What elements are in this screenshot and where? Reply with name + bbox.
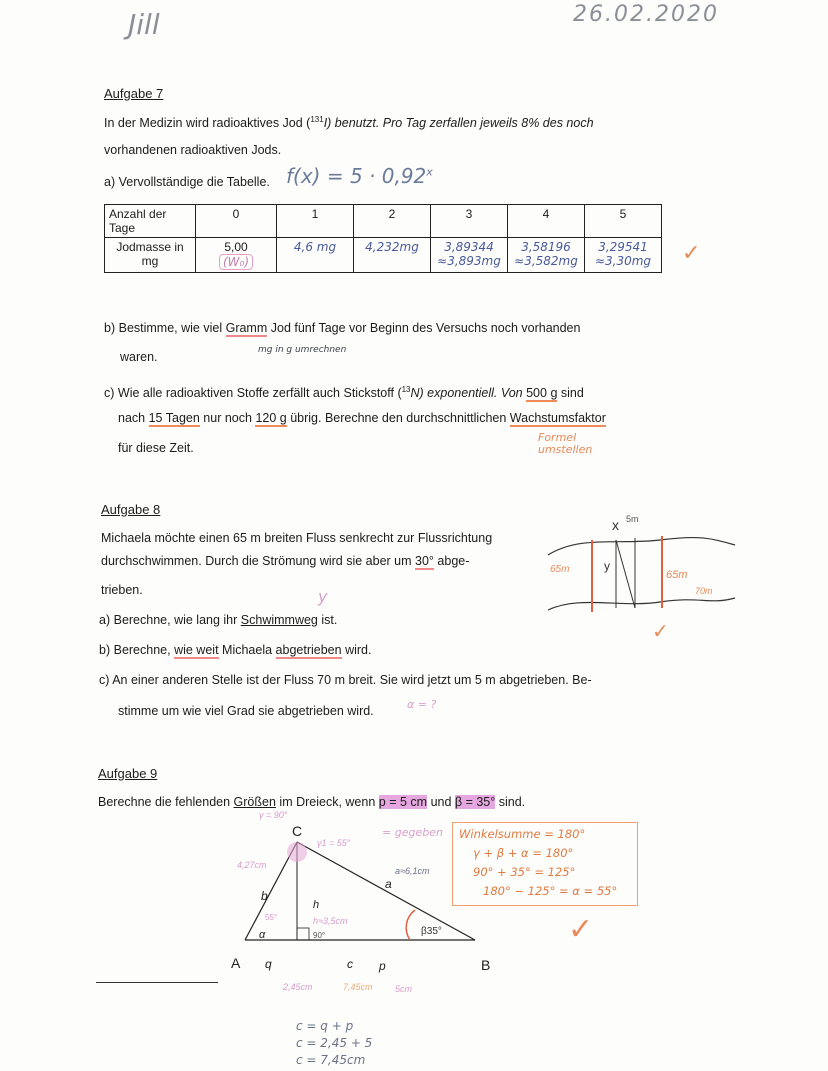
start-note: (W₀) (219, 254, 253, 270)
gamma1-note: γ1 = 55° (317, 838, 351, 848)
aufgabe9-text: Berechne die fehlenden Größen im Dreieck, wenn p = 5 cm und β = 35° sind. (98, 795, 526, 809)
sketch-y: y (604, 559, 610, 573)
a-note: y (318, 587, 328, 606)
right-angle-marker (297, 928, 309, 940)
day-cell: 4 (508, 205, 585, 238)
label-h: h (313, 899, 320, 911)
river-bank-bottom (548, 598, 735, 610)
gamma-note: γ = 90° (259, 810, 288, 820)
value: 3,29541 (598, 240, 648, 254)
c-note: α = ? (407, 698, 437, 711)
angle-sum-line: γ + β + α = 180° (473, 846, 574, 860)
start-value: 5,00 (224, 240, 248, 254)
value-cell (585, 238, 662, 273)
label-a: a (385, 877, 392, 891)
aufgabe7-heading: Aufgabe 7 (104, 86, 164, 101)
sketch-left-width: 65m (550, 564, 570, 575)
h-value: h≈3,5cm (313, 916, 348, 926)
angle-sum-line: Winkelsumme = 180° (459, 827, 586, 841)
day-cell: 2 (354, 205, 431, 238)
aufgabe7-c-line3: für diese Zeit. (118, 441, 194, 455)
value: 4,232mg (365, 240, 419, 254)
value-cell (277, 238, 354, 273)
jodmasse-table (104, 204, 662, 273)
label-b: b (261, 889, 268, 903)
right-angle-value: 90° (313, 931, 326, 940)
calc-line: c = q + p (296, 1019, 354, 1033)
label-alpha: α (259, 929, 266, 941)
start-value-cell (196, 238, 277, 273)
label-C: C (291, 823, 303, 839)
date: 26.02.2020 (573, 2, 719, 27)
sketch-5m: 5m (626, 514, 639, 524)
given-note: = gegeben (382, 826, 443, 839)
value-cell (431, 238, 508, 273)
aufgabe7-b: b) Bestimme, wie viel Gramm Jod fünf Tage vor Beginn des Versuchs noch vorhanden (104, 321, 581, 335)
aufgabe8-intro: Michaela möchte einen 65 m breiten Fluss senkrecht zur Flussrichtung (101, 531, 493, 545)
p-cm-value: 5cm (395, 984, 413, 994)
b-value: 4,27cm (237, 860, 267, 870)
river-sketch (540, 510, 740, 650)
label-A: A (231, 955, 241, 971)
label-q: q (265, 957, 272, 971)
aufgabe7-b-line2: waren. (120, 350, 158, 364)
rounded-value: ≈3,893mg (437, 254, 501, 268)
table-row (105, 238, 662, 273)
q-value: 2,45cm (283, 982, 313, 992)
sketch-right-width: 65m (666, 569, 688, 581)
aufgabe7-a: a) Vervollständige die Tabelle. (104, 175, 270, 189)
value: 4,6 mg (293, 240, 337, 254)
value-cell (354, 238, 431, 273)
aufgabe8-intro-line2: durchschwimmen. Durch die Strömung wird sie aber um 30° abge- (101, 554, 470, 568)
aufgabe7-intro-line2: vorhandenen radioaktiven Jods. (104, 143, 282, 157)
angle-sum-box (452, 822, 638, 906)
aufgabe8-a: a) Berechne, wie lang ihr Schwimmweg ist. (99, 613, 338, 627)
a-value: a≈6,1cm (395, 866, 430, 876)
calc-line: c = 2,45 + 5 (296, 1036, 373, 1050)
day-cell: 0 (196, 205, 277, 238)
row-label-tage: Anzahl der Tage (105, 205, 196, 238)
aufgabe7-intro: In der Medizin wird radioaktives Jod ($^{131}$I) benutzt. Pro Tag zerfallen jeweils 8% des noch (104, 115, 594, 131)
calc-line: c = 7,45cm (296, 1053, 366, 1067)
label-B: B (481, 957, 491, 973)
value: 3,89344 (444, 240, 494, 254)
aufgabe8-heading: Aufgabe 8 (101, 502, 161, 517)
angle-sum-line: 90° + 35° = 125° (473, 865, 576, 879)
day-cell: 5 (585, 205, 662, 238)
angle-sum-line: 180° − 125° = α = 55° (483, 884, 618, 898)
c-mid-value: 7,45cm (343, 982, 373, 992)
label-c: c (347, 957, 353, 971)
table-row (105, 205, 662, 238)
rounded-value: ≈3,582mg (514, 254, 578, 268)
student-name: Jill (128, 8, 160, 41)
swim-path (616, 540, 635, 608)
aufgabe9-heading: Aufgabe 9 (98, 766, 158, 781)
gamma-marker (287, 842, 307, 862)
sketch-x: x (612, 517, 619, 533)
day-cell: 1 (277, 205, 354, 238)
checkmark-icon: ✓ (682, 240, 701, 265)
aufgabe8-intro-line3: trieben. (101, 583, 143, 597)
aufgabe8-c: c) An einer anderen Stelle ist der Fluss 70 m breit. Sie wird jetzt um 5 m abgetrieben. Be- (99, 673, 592, 687)
aufgabe8-c-line2: stimme um wie viel Grad sie abgetrieben wird. (118, 704, 374, 718)
value-cell (508, 238, 585, 273)
beta-arc (406, 910, 415, 940)
checkmark-icon: ✓ (568, 913, 594, 946)
exponential-formula: $f(x) = 5 \cdot 0,92^x$ (286, 164, 433, 188)
answer-line (96, 982, 218, 983)
value: 3,58196 (521, 240, 571, 254)
b-note: mg in g umrechnen (258, 345, 347, 355)
aufgabe7-c-line2: nach 15 Tagen nur noch 120 g übrig. Berechne den durchschnittlichen Wachstumsfaktor (118, 411, 606, 425)
label-p: p (379, 959, 386, 973)
alpha-value: 55° (265, 913, 278, 922)
rounded-value: ≈3,30mg (594, 254, 652, 268)
checkmark-icon: ✓ (652, 621, 669, 643)
day-cell: 3 (431, 205, 508, 238)
aufgabe8-b: b) Berechne, wie weit Michaela abgetrieben wird. (99, 643, 372, 657)
c-note: Formel umstellen (538, 431, 593, 456)
beta-value: β35° (421, 926, 442, 937)
sketch-70m: 70m (695, 586, 713, 596)
c-calculation (296, 1018, 372, 1069)
river-bank-top (548, 538, 735, 555)
row-label-jodmasse: Jodmasse in mg (105, 238, 196, 273)
aufgabe7-c: c) Wie alle radioaktiven Stoffe zerfällt auch Stickstoff ($^{13}$N) exponentiell. Von 500 g sind (104, 385, 584, 401)
